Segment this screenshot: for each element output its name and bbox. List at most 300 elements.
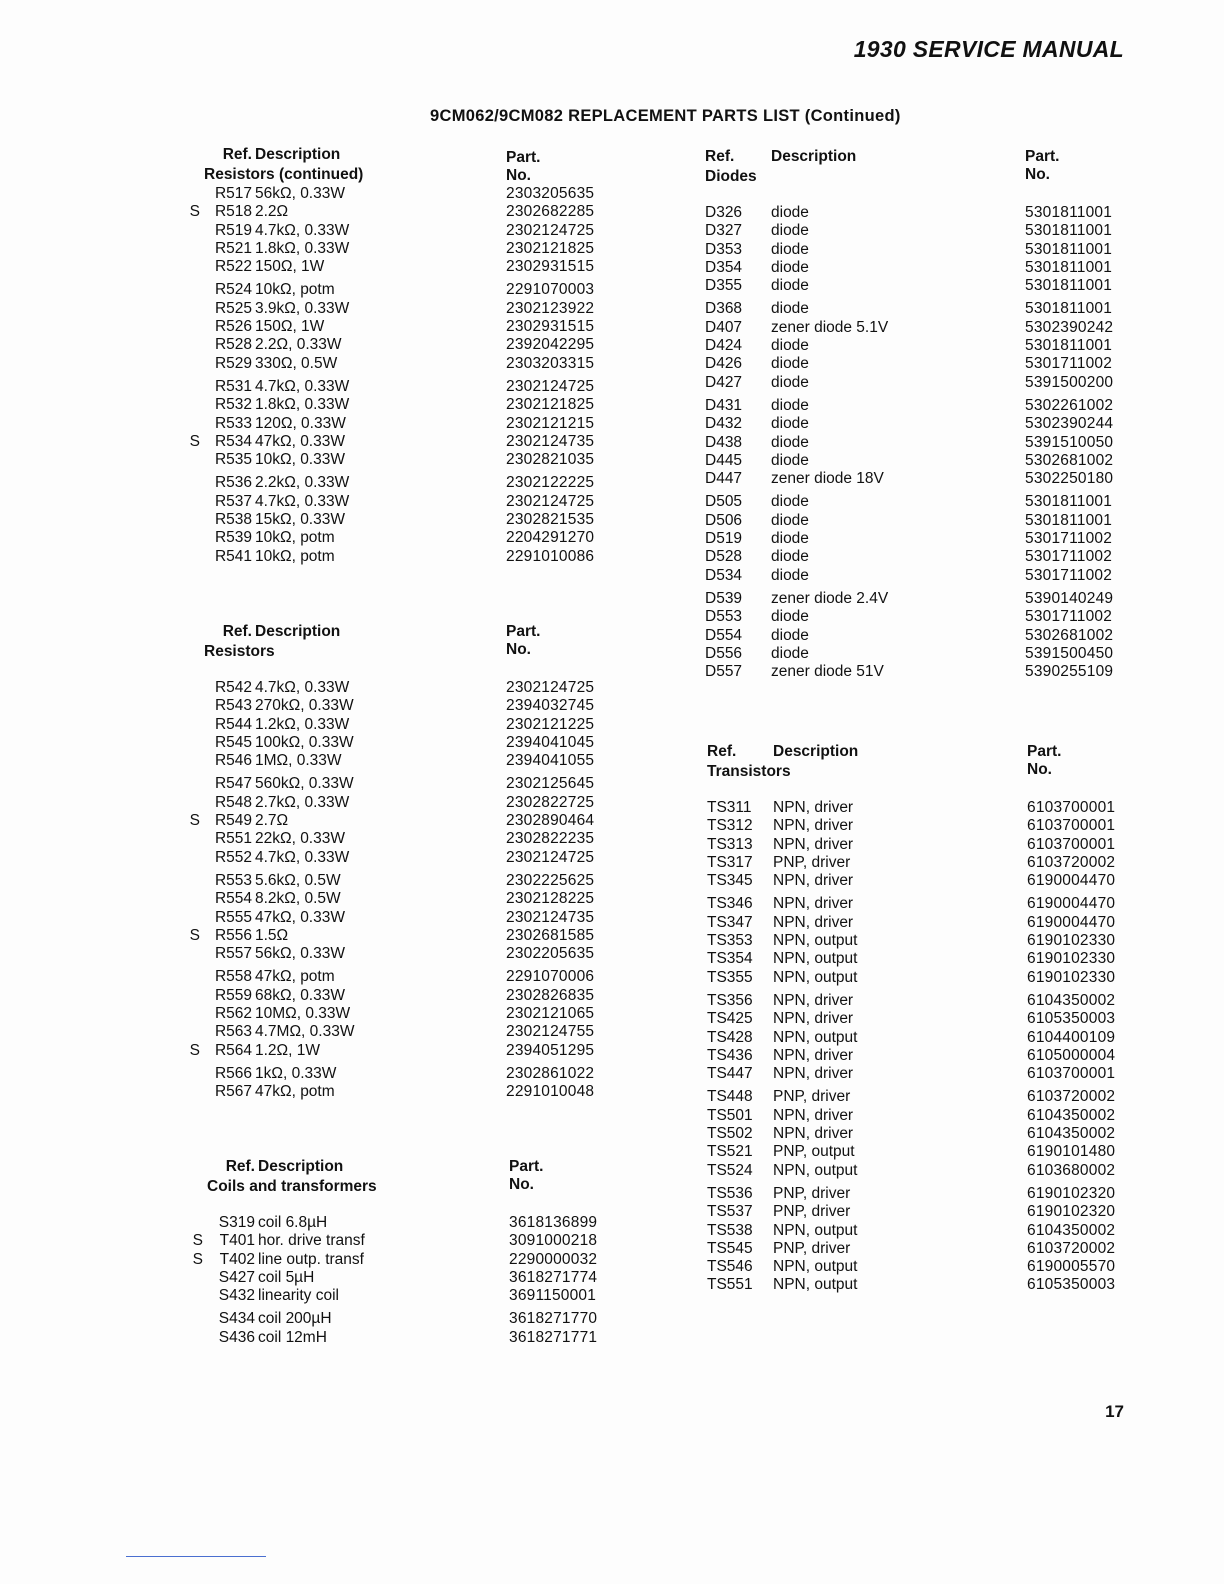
ref-cell: R517 — [214, 185, 252, 202]
part-number-cell: 5301811001 — [1025, 240, 1113, 258]
description-cell: NPN, driver — [773, 799, 854, 816]
section-resistors-continued — [189, 146, 595, 566]
ref-cell: D554 — [705, 626, 743, 644]
description-cell: PNP, driver — [773, 1239, 851, 1257]
part-number-cell: 5390255109 — [1025, 663, 1114, 681]
ref-cell: TS355 — [707, 968, 753, 986]
ref-cell: R549 — [214, 812, 252, 830]
description-cell: linearity coil — [258, 1287, 339, 1305]
table-row — [705, 451, 1114, 470]
description-cell: diode — [771, 300, 809, 318]
table-row — [204, 715, 595, 734]
description-cell: 150Ω, 1W — [255, 318, 325, 336]
part-number-cell: 5301811001 — [1025, 511, 1113, 529]
page-number: 17 — [1105, 1402, 1124, 1421]
table-row — [705, 240, 1113, 259]
description-cell: line outp. transf — [258, 1250, 364, 1268]
part-number-cell: 6190102330 — [1027, 968, 1116, 986]
table-row — [207, 1214, 598, 1232]
table-row — [204, 908, 595, 927]
ref-cell: T401 — [219, 1232, 255, 1250]
ref-cell: TS356 — [707, 991, 753, 1009]
ref-cell: R532 — [214, 396, 252, 414]
ref-cell: R538 — [214, 511, 252, 529]
ref-cell: S319 — [218, 1214, 255, 1231]
part-number-cell: 3091000218 — [509, 1232, 598, 1250]
header-description: Description — [258, 1158, 344, 1175]
part-number-cell: 2303203315 — [506, 354, 595, 372]
ref-cell: R534 — [214, 432, 252, 450]
ref-cell: R546 — [214, 752, 252, 770]
part-number-cell: 2302205635 — [506, 945, 595, 963]
header-description: Description — [771, 148, 857, 165]
header-part-no: Part. No. — [506, 623, 541, 659]
description-cell: 2.2Ω — [255, 203, 289, 221]
description-cell: 1.2kΩ, 0.33W — [255, 715, 350, 733]
part-number-cell: 5302681002 — [1025, 451, 1114, 469]
safety-mark: S — [189, 926, 200, 944]
ref-cell: TS311 — [707, 799, 752, 816]
part-number-cell: 2394032745 — [506, 697, 595, 715]
ref-cell: D432 — [705, 415, 743, 433]
description-cell: 1.2Ω, 1W — [255, 1041, 320, 1059]
description-cell: 56kΩ, 0.33W — [255, 185, 345, 202]
table-row — [707, 1046, 1116, 1065]
ref-cell: R564 — [214, 1041, 252, 1059]
table-row — [705, 493, 1113, 511]
ref-cell: T402 — [219, 1250, 255, 1268]
ref-cell: R519 — [214, 221, 252, 239]
ref-cell: TS546 — [707, 1258, 753, 1276]
section-resistors — [189, 623, 595, 1102]
part-number-cell: 2302124725 — [506, 848, 595, 866]
ref-cell: D505 — [705, 493, 743, 511]
table-row — [204, 336, 595, 354]
ref-cell: R526 — [214, 318, 252, 336]
part-number-cell: 5301711002 — [1025, 608, 1113, 626]
part-number-cell: 2291010048 — [506, 1083, 595, 1101]
description-cell: diode — [771, 548, 809, 566]
description-cell: zener diode 2.4V — [771, 589, 889, 607]
part-number-cell: 5301711002 — [1025, 548, 1113, 566]
table-row — [707, 1221, 1116, 1240]
part-number-cell: 2302125645 — [506, 775, 595, 793]
ref-cell: R544 — [214, 715, 252, 733]
part-number-cell: 6103700001 — [1027, 1065, 1116, 1083]
part-number-cell: 5301811001 — [1025, 493, 1113, 511]
safety-mark: S — [192, 1232, 203, 1250]
part-number-cell: 2302121225 — [506, 715, 595, 733]
table-row — [204, 221, 595, 240]
description-cell: diode — [771, 355, 809, 373]
ref-cell: TS521 — [707, 1143, 753, 1161]
ref-cell: D407 — [705, 318, 743, 336]
page-heading: 9CM062/9CM082 REPLACEMENT PARTS LIST (Continued) — [430, 107, 901, 125]
table-row — [705, 566, 1113, 585]
table-row — [707, 1239, 1116, 1258]
description-cell: 4.7kΩ, 0.33W — [255, 679, 350, 696]
description-cell: PNP, driver — [773, 1203, 851, 1221]
description-cell: NPN, driver — [773, 1125, 854, 1143]
ref-cell: D424 — [705, 337, 743, 355]
part-number-cell: 6104350002 — [1027, 1221, 1116, 1239]
part-number-cell: 6190004470 — [1027, 872, 1116, 890]
description-cell: NPN, output — [773, 1258, 858, 1276]
ref-cell: TS501 — [707, 1106, 753, 1124]
part-number-cell: 5302390242 — [1025, 318, 1114, 336]
table-row — [204, 414, 595, 433]
section-diodes — [705, 148, 1114, 681]
description-cell: 47kΩ, potm — [255, 968, 335, 986]
table-row — [204, 968, 595, 986]
ref-cell: D427 — [705, 373, 743, 391]
table-row — [204, 492, 595, 511]
table-row — [707, 1010, 1116, 1028]
section-transistors — [707, 743, 1116, 1295]
part-number-cell: 2392042295 — [506, 336, 595, 354]
part-number-cell: 6103720002 — [1027, 1239, 1116, 1257]
table-row — [707, 1161, 1116, 1180]
ref-cell: R559 — [214, 986, 252, 1004]
part-number-cell: 6190102330 — [1027, 950, 1116, 968]
section-title: Diodes — [705, 168, 757, 185]
description-cell: 1.5Ω — [255, 926, 289, 944]
table-row — [707, 872, 1116, 890]
part-number-cell: 2302931515 — [506, 258, 595, 276]
table-row — [204, 986, 595, 1005]
table-row — [707, 1088, 1116, 1106]
description-cell: 150Ω, 1W — [255, 258, 325, 276]
table-row — [705, 277, 1113, 295]
ref-cell: R518 — [214, 203, 252, 221]
table-row — [705, 663, 1114, 681]
part-number-cell: 5390140249 — [1025, 589, 1114, 607]
description-cell: diode — [771, 493, 809, 511]
description-cell: diode — [771, 451, 809, 469]
description-cell: 8.2kΩ, 0.5W — [255, 890, 341, 908]
ref-cell: D368 — [705, 300, 743, 318]
table-row — [707, 1203, 1116, 1221]
part-number-cell: 2302124725 — [506, 377, 595, 395]
description-cell: 56kΩ, 0.33W — [255, 945, 345, 963]
ref-cell: R566 — [214, 1064, 252, 1082]
ref-cell: S434 — [218, 1310, 255, 1328]
description-cell: diode — [771, 530, 809, 548]
description-cell: 10kΩ, potm — [255, 529, 335, 547]
ref-cell: D528 — [705, 548, 743, 566]
ref-cell: TS345 — [707, 872, 753, 890]
description-cell: zener diode 5.1V — [771, 318, 889, 336]
ref-cell: D447 — [705, 470, 743, 488]
safety-mark: S — [189, 203, 200, 221]
part-number-cell: 2302121215 — [506, 414, 595, 432]
table-row — [204, 239, 595, 258]
header-ref: Ref. — [707, 743, 737, 760]
description-cell: 3.9kΩ, 0.33W — [255, 299, 350, 317]
table-row — [707, 968, 1116, 987]
table-row — [705, 355, 1113, 373]
description-cell: hor. drive transf — [258, 1232, 365, 1250]
ref-cell: R553 — [214, 871, 252, 889]
part-number-cell: 5391500450 — [1025, 644, 1114, 662]
table-row — [705, 644, 1114, 663]
header-part-no: Part. No. — [509, 1158, 544, 1194]
description-cell: PNP, output — [773, 1143, 855, 1161]
part-number-cell: 6104350002 — [1027, 991, 1116, 1009]
description-cell: 100kΩ, 0.33W — [255, 733, 354, 751]
part-number-cell: 2302931515 — [506, 318, 595, 336]
description-cell: NPN, driver — [773, 1106, 854, 1124]
ref-cell: R545 — [214, 733, 252, 751]
description-cell: diode — [771, 415, 809, 433]
description-cell: NPN, driver — [773, 835, 854, 853]
ref-cell: D556 — [705, 644, 743, 662]
table-row — [705, 548, 1113, 566]
table-row — [204, 752, 595, 770]
part-number-cell: 6103700001 — [1027, 835, 1116, 853]
table-row — [705, 530, 1113, 548]
table-row — [204, 1005, 595, 1023]
ref-cell: R567 — [214, 1083, 252, 1101]
table-row — [705, 470, 1114, 488]
description-cell: NPN, output — [773, 1221, 858, 1239]
description-cell: coil 12mH — [258, 1328, 327, 1346]
table-row — [705, 300, 1113, 318]
table-row — [707, 1028, 1116, 1047]
part-number-cell: 2302124725 — [506, 492, 595, 510]
table-row — [707, 1258, 1116, 1276]
description-cell: NPN, driver — [773, 1046, 854, 1064]
table-row — [707, 835, 1116, 854]
table-row — [707, 950, 1116, 968]
part-number-cell: 5301711002 — [1025, 566, 1113, 584]
description-cell: 5.6kΩ, 0.5W — [255, 871, 341, 889]
part-number-cell: 5301811001 — [1025, 222, 1113, 240]
description-cell: 120Ω, 0.33W — [255, 414, 346, 432]
table-row — [705, 608, 1113, 626]
ref-cell: R554 — [214, 890, 252, 908]
ref-cell: R539 — [214, 529, 252, 547]
ref-cell: TS537 — [707, 1203, 753, 1221]
header-ref: Ref. — [705, 148, 735, 165]
description-cell: 1kΩ, 0.33W — [255, 1064, 337, 1082]
table-row — [204, 945, 595, 963]
ref-cell: D327 — [705, 222, 743, 240]
parts-list — [189, 679, 595, 1102]
part-number-cell: 2204291270 — [506, 529, 595, 547]
ref-cell: TS312 — [707, 817, 753, 835]
part-number-cell: 5301811001 — [1025, 277, 1113, 295]
table-row — [204, 697, 595, 715]
table-row — [207, 1310, 598, 1328]
description-cell: 330Ω, 0.5W — [255, 354, 338, 372]
table-row — [707, 1184, 1116, 1203]
part-number-cell: 6103680002 — [1027, 1161, 1116, 1179]
part-number-cell: 5301811001 — [1025, 337, 1113, 355]
part-number-cell: 2302121825 — [506, 396, 595, 414]
ref-cell: R528 — [214, 336, 252, 354]
table-row — [204, 451, 595, 469]
table-row — [204, 529, 595, 547]
table-row — [707, 817, 1116, 835]
description-cell: coil 200µH — [258, 1310, 332, 1328]
table-row — [204, 474, 595, 492]
description-cell: 10MΩ, 0.33W — [255, 1005, 351, 1023]
ref-cell: TS536 — [707, 1184, 753, 1202]
description-cell: 270kΩ, 0.33W — [255, 697, 354, 715]
table-row — [707, 1143, 1116, 1161]
description-cell: NPN, driver — [773, 1065, 854, 1083]
part-number-cell: 2302122225 — [506, 474, 595, 492]
part-number-cell: 2394051295 — [506, 1041, 595, 1059]
table-row — [705, 337, 1113, 355]
header-ref: Ref. — [225, 1158, 255, 1175]
description-cell: 22kΩ, 0.33W — [255, 830, 345, 848]
table-row — [204, 281, 595, 299]
part-number-cell: 2290000032 — [509, 1250, 598, 1268]
table-row — [705, 433, 1114, 452]
description-cell: NPN, output — [773, 932, 858, 950]
ref-cell: TS317 — [707, 853, 753, 871]
table-row — [705, 258, 1113, 277]
part-number-cell: 6103700001 — [1027, 817, 1116, 835]
part-number-cell: 3691150001 — [509, 1287, 597, 1305]
description-cell: 2.2kΩ, 0.33W — [255, 474, 350, 492]
parts-list — [189, 185, 595, 566]
safety-mark: S — [192, 1250, 203, 1268]
ref-cell: R548 — [214, 793, 252, 811]
description-cell: 1.8kΩ, 0.33W — [255, 396, 350, 414]
section-title: Resistors (continued) — [204, 166, 364, 183]
ref-cell: R551 — [214, 830, 252, 848]
description-cell: 47kΩ, 0.33W — [255, 908, 345, 926]
part-number-cell: 2291070006 — [506, 968, 595, 986]
description-cell: NPN, output — [773, 1276, 858, 1294]
description-cell: NPN, driver — [773, 913, 854, 931]
description-cell: 10kΩ, potm — [255, 547, 335, 565]
table-row — [705, 396, 1114, 415]
description-cell: 15kΩ, 0.33W — [255, 511, 345, 529]
table-row — [204, 547, 595, 566]
ref-cell: TS545 — [707, 1239, 753, 1257]
part-number-cell: 5302681002 — [1025, 626, 1114, 644]
ref-cell: D431 — [705, 396, 743, 414]
ref-cell: R555 — [214, 908, 252, 926]
header-description: Description — [255, 146, 341, 163]
ref-cell: TS524 — [707, 1161, 753, 1179]
ref-cell: R547 — [214, 775, 252, 793]
header-part-no: Part. No. — [1027, 743, 1062, 779]
ref-cell: R525 — [214, 299, 252, 317]
ref-cell: R562 — [214, 1005, 252, 1023]
description-cell: 68kΩ, 0.33W — [255, 986, 345, 1004]
ref-cell: R552 — [214, 848, 252, 866]
part-number-cell: 5302261002 — [1025, 396, 1114, 414]
part-number-cell: 6104350002 — [1027, 1106, 1116, 1124]
part-number-cell: 3618271771 — [509, 1328, 598, 1346]
part-number-cell: 2302822235 — [506, 830, 595, 848]
description-cell: diode — [771, 373, 809, 391]
part-number-cell: 3618271770 — [509, 1310, 598, 1328]
description-cell: 4.7kΩ, 0.33W — [255, 221, 350, 239]
ref-cell: TS448 — [707, 1088, 753, 1106]
section-title: Transistors — [707, 763, 791, 780]
header-ref: Ref. — [222, 146, 252, 163]
ref-cell: D355 — [705, 277, 743, 295]
description-cell: NPN, output — [773, 968, 858, 986]
part-number-cell: 5301811001 — [1025, 300, 1113, 318]
table-row — [705, 589, 1114, 608]
part-number-cell: 6105350003 — [1027, 1276, 1116, 1294]
table-row — [707, 1106, 1116, 1125]
description-cell: diode — [771, 433, 809, 451]
footer-rule — [126, 1556, 266, 1557]
ref-cell: R535 — [214, 451, 252, 469]
ref-cell: R521 — [214, 239, 252, 257]
table-row — [189, 1041, 595, 1060]
table-row — [707, 895, 1116, 913]
table-row — [192, 1232, 598, 1250]
part-number-cell: 2291070003 — [506, 281, 595, 299]
table-row — [705, 318, 1114, 337]
part-number-cell: 6103720002 — [1027, 1088, 1116, 1106]
description-cell: 47kΩ, 0.33W — [255, 432, 345, 450]
header-description: Description — [255, 623, 341, 640]
safety-mark: S — [189, 1041, 200, 1059]
ref-cell: D326 — [705, 204, 743, 221]
description-cell: diode — [771, 396, 809, 414]
ref-cell: R524 — [214, 281, 252, 299]
header-ref: Ref. — [222, 623, 252, 640]
parts-list — [707, 799, 1116, 1295]
ref-cell: D438 — [705, 433, 743, 451]
table-row — [707, 799, 1116, 817]
part-number-cell: 6103720002 — [1027, 853, 1116, 871]
section-coils — [192, 1158, 598, 1347]
table-row — [705, 373, 1114, 392]
header-part-no: Part. No. — [1025, 148, 1060, 184]
table-row — [204, 1023, 595, 1041]
ref-cell: D353 — [705, 240, 743, 258]
description-cell: diode — [771, 240, 809, 258]
part-number-cell: 2302826835 — [506, 986, 595, 1004]
description-cell: 4.7kΩ, 0.33W — [255, 377, 350, 395]
description-cell: 4.7kΩ, 0.33W — [255, 492, 350, 510]
table-row — [707, 1276, 1116, 1294]
ref-cell: S436 — [218, 1328, 255, 1346]
ref-cell: R541 — [214, 547, 252, 565]
ref-cell: R556 — [214, 926, 252, 944]
safety-mark: S — [189, 432, 200, 450]
description-cell: 1.8kΩ, 0.33W — [255, 239, 350, 257]
table-row — [204, 1064, 595, 1083]
table-row — [189, 203, 595, 221]
part-number-cell: 6190102320 — [1027, 1184, 1116, 1202]
table-row — [707, 913, 1116, 932]
part-number-cell: 5391510050 — [1025, 433, 1114, 451]
ref-cell: D557 — [705, 663, 743, 681]
table-row — [204, 890, 595, 908]
ref-cell: R563 — [214, 1023, 252, 1041]
part-number-cell: 2302121065 — [506, 1005, 595, 1023]
part-number-cell: 5301811001 — [1025, 204, 1113, 221]
table-row — [707, 932, 1116, 950]
part-number-cell: 6103700001 — [1027, 799, 1116, 816]
description-cell: coil 5µH — [258, 1268, 315, 1286]
description-cell: NPN, driver — [773, 1010, 854, 1028]
description-cell: diode — [771, 337, 809, 355]
table-row — [707, 853, 1116, 872]
